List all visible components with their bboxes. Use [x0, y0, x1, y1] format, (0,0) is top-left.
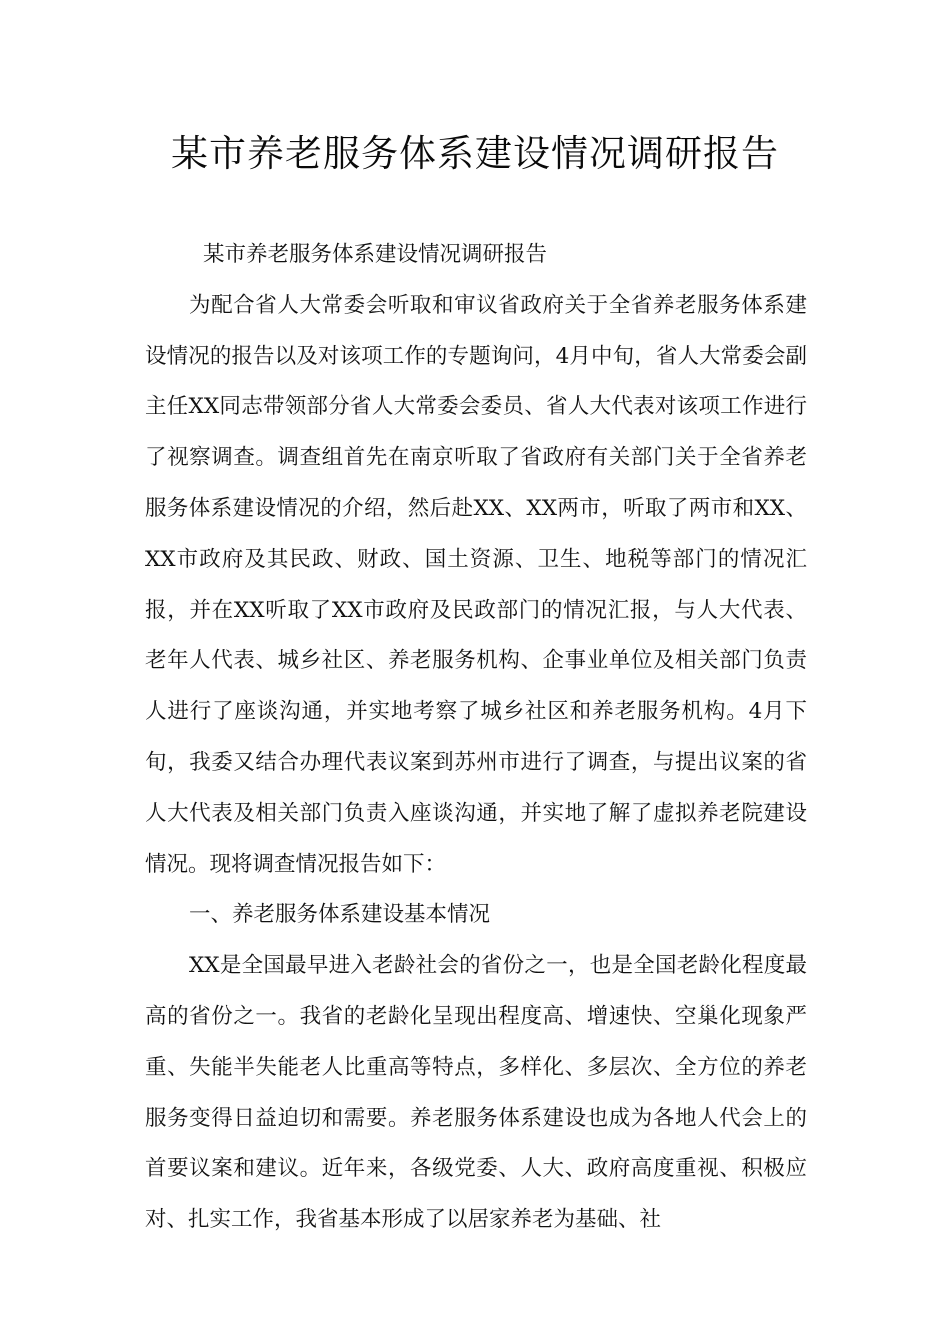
section-paragraph: XX是全国最早进入老龄社会的省份之一，也是全国老龄化程度最高的省份之一。我省的老龄化呈现出程度高、增速快、空巢化现象严重、失能半失能老人比重高等特点，多样化、多层次、全方位的养老服务变得日益迫切和需要。养老服务体系建设也成为各地人代会上的首要议案和建议。近年来，各级党委、人大、政府高度重视、积极应对、扎实工作，我省基本形成了以居家养老为基础、社: [145, 953, 807, 1233]
section-heading: 一、养老服务体系建设基本情况: [189, 902, 491, 928]
document-body: [145, 230, 807, 1246]
intro-paragraph: 为配合省人大常委会听取和审议省政府关于全省养老服务体系建设情况的报告以及对该项工作的专题询问，4月中旬，省人大常委会副主任XX同志带领部分省人大常委会委员、省人大代表对该项工作进行了视察调查。调查组首先在南京听取了省政府有关部门关于全省养老服务体系建设情况的介绍，然后赴XX、XX两市，听取了两市和XX、XX市政府及其民政、财政、国土资源、卫生、地税等部门的情况汇报，并在XX听取了XX市政府及民政部门的情况汇报，与人大代表、老年人代表、城乡社区、养老服务机构、企事业单位及相关部门负责人进行了座谈沟通，并实地考察了城乡社区和养老服务机构。4月下旬，我委又结合办理代表议案到苏州市进行了调查，与提出议案的省人大代表及相关部门负责入座谈沟通，并实地了解了虚拟养老院建设情况。现将调查情况报告如下：: [145, 292, 807, 877]
document-subtitle: 某市养老服务体系建设情况调研报告: [203, 242, 548, 267]
document-title: 某市养老服务体系建设情况调研报告: [171, 132, 779, 175]
